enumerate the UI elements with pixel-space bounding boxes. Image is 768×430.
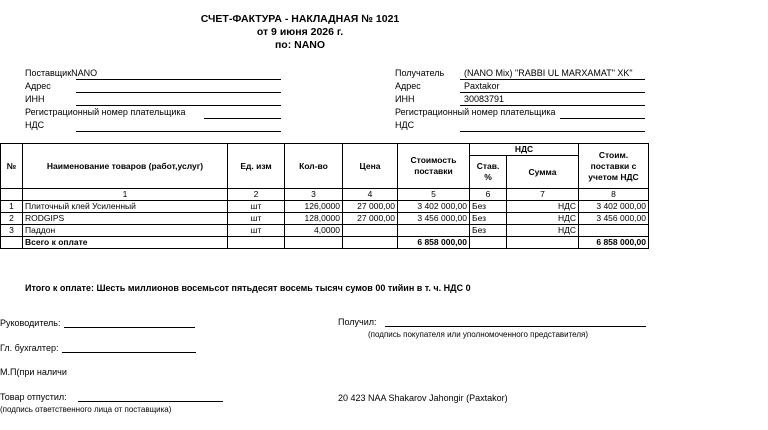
col-number: 7 (507, 189, 579, 201)
amount-in-words: Итого к оплате: Шесть миллионов восемьсот пятьдесят восемь тысяч сумов 00 тийин в т. ч. НДС 0 (25, 283, 471, 293)
invoice-title: СЧЕТ-ФАКТУРА - НАКЛАДНАЯ № 1021 (200, 13, 400, 25)
cell-nds-rate: Без (470, 225, 507, 237)
buyer-label: Получатель (395, 68, 445, 78)
cell-price: 27 000,00 (343, 213, 398, 225)
buyer-inn-line (460, 105, 645, 106)
supplier-nds-label: НДС (25, 120, 45, 130)
supplier-name: NANO (71, 68, 98, 78)
col-number: 6 (470, 189, 507, 201)
col-header-cost: Стоимость поставки (398, 144, 470, 189)
director-sign-line (64, 327, 195, 328)
cell-cost: 3 402 000,00 (398, 201, 470, 213)
total-cost: 6 858 000,00 (398, 237, 470, 249)
cell-total: 3 402 000,00 (579, 201, 649, 213)
col-number: 2 (228, 189, 285, 201)
col-header-num: № (1, 144, 23, 189)
col-header-nds: НДС (470, 144, 579, 156)
buyer-inn-label: ИНН (395, 94, 415, 104)
table-row (1, 201, 649, 213)
supplier-regnum-line (204, 118, 281, 119)
cell-price: 27 000,00 (343, 201, 398, 213)
col-number: 1 (23, 189, 228, 201)
col-number: 4 (343, 189, 398, 201)
driver-info: 20 423 NAA Shakarov Jahongir (Paxtakor) (338, 393, 508, 403)
accountant-sign-line (62, 352, 196, 353)
invoice-basis: по: NANO (274, 39, 326, 51)
cell-name: Плиточный клей Усиленный (23, 201, 228, 213)
accountant-label: Гл. бухгалтер: (0, 343, 59, 353)
total-with-nds: 6 858 000,00 (579, 237, 649, 249)
received-sign-line (385, 326, 646, 327)
supplier-name-line (76, 79, 281, 80)
supplier-address-line (76, 92, 281, 93)
cell-name: RODGIPS (23, 213, 228, 225)
buyer-regnum-label: Регистрационный номер плательщика (395, 107, 556, 117)
released-label: Товар отпустил: (0, 392, 67, 402)
table-row (1, 213, 649, 225)
cell-cost: 3 456 000,00 (398, 213, 470, 225)
invoice-date: от 9 июня 2026 г. (256, 26, 344, 38)
cell-nds-sum: НДС (507, 213, 579, 225)
released-sign-line (78, 401, 223, 402)
supplier-address-label: Адрес (25, 81, 51, 91)
supplier-regnum-label: Регистрационный номер плательщика (25, 107, 186, 117)
buyer-address-label: Адрес (395, 81, 421, 91)
col-number: 5 (398, 189, 470, 201)
released-note: (подпись ответственного лица от поставщика) (0, 405, 172, 414)
cell-num: 2 (1, 213, 23, 225)
cell-num: 1 (1, 201, 23, 213)
col-header-total: Стоим. поставки с учетом НДС (579, 144, 649, 189)
buyer-inn: 30083791 (464, 94, 505, 104)
cell-nds-sum: НДС (507, 201, 579, 213)
invoice-table (0, 143, 649, 249)
cell-num: 3 (1, 225, 23, 237)
buyer-address-line (460, 92, 645, 93)
col-header-nds-sum: Сумма (507, 156, 579, 189)
cell-total (579, 225, 649, 237)
col-header-name: Наименование товаров (работ,услуг) (23, 144, 228, 189)
col-header-nds-rate: Став. % (470, 156, 507, 189)
cell-qty: 128,0000 (285, 213, 343, 225)
cell-unit: шт (228, 201, 285, 213)
cell-unit: шт (228, 225, 285, 237)
buyer-nds-line (460, 131, 645, 132)
received-note: (подпись покупателя или уполномоченного представителя) (368, 330, 589, 339)
cell-name: Паддон (23, 225, 228, 237)
supplier-nds-line (76, 131, 281, 132)
column-number-row (1, 189, 649, 201)
buyer-name-line (460, 79, 645, 80)
supplier-inn-line (76, 105, 281, 106)
cell-nds-rate: Без (470, 213, 507, 225)
supplier-inn-label: ИНН (25, 94, 45, 104)
cell-unit: шт (228, 213, 285, 225)
cell-cost (398, 225, 470, 237)
supplier-label: ПоставщикNANO (25, 68, 98, 78)
stamp-label: М.П(при наличи (0, 367, 67, 377)
table-row (1, 225, 649, 237)
col-header-unit: Ед. изм (228, 144, 285, 189)
total-row (1, 237, 649, 249)
buyer-address: Paxtakor (464, 81, 500, 91)
col-header-price: Цена (343, 144, 398, 189)
buyer-nds-label: НДС (395, 120, 415, 130)
cell-qty: 126,0000 (285, 201, 343, 213)
col-number: 8 (579, 189, 649, 201)
cell-qty: 4,0000 (285, 225, 343, 237)
cell-total: 3 456 000,00 (579, 213, 649, 225)
buyer-regnum-line (560, 118, 645, 119)
buyer-name: (NANO Mix) "RABBI UL MARXAMAT" XK" (464, 68, 633, 78)
cell-nds-sum: НДС (507, 225, 579, 237)
cell-nds-rate: Без (470, 201, 507, 213)
cell-price (343, 225, 398, 237)
received-label: Получил: (338, 317, 377, 327)
total-label: Всего к оплате (23, 237, 228, 249)
col-header-qty: Кол-во (285, 144, 343, 189)
director-label: Руководитель: (0, 318, 61, 328)
col-number: 3 (285, 189, 343, 201)
header-row-top (1, 144, 649, 156)
